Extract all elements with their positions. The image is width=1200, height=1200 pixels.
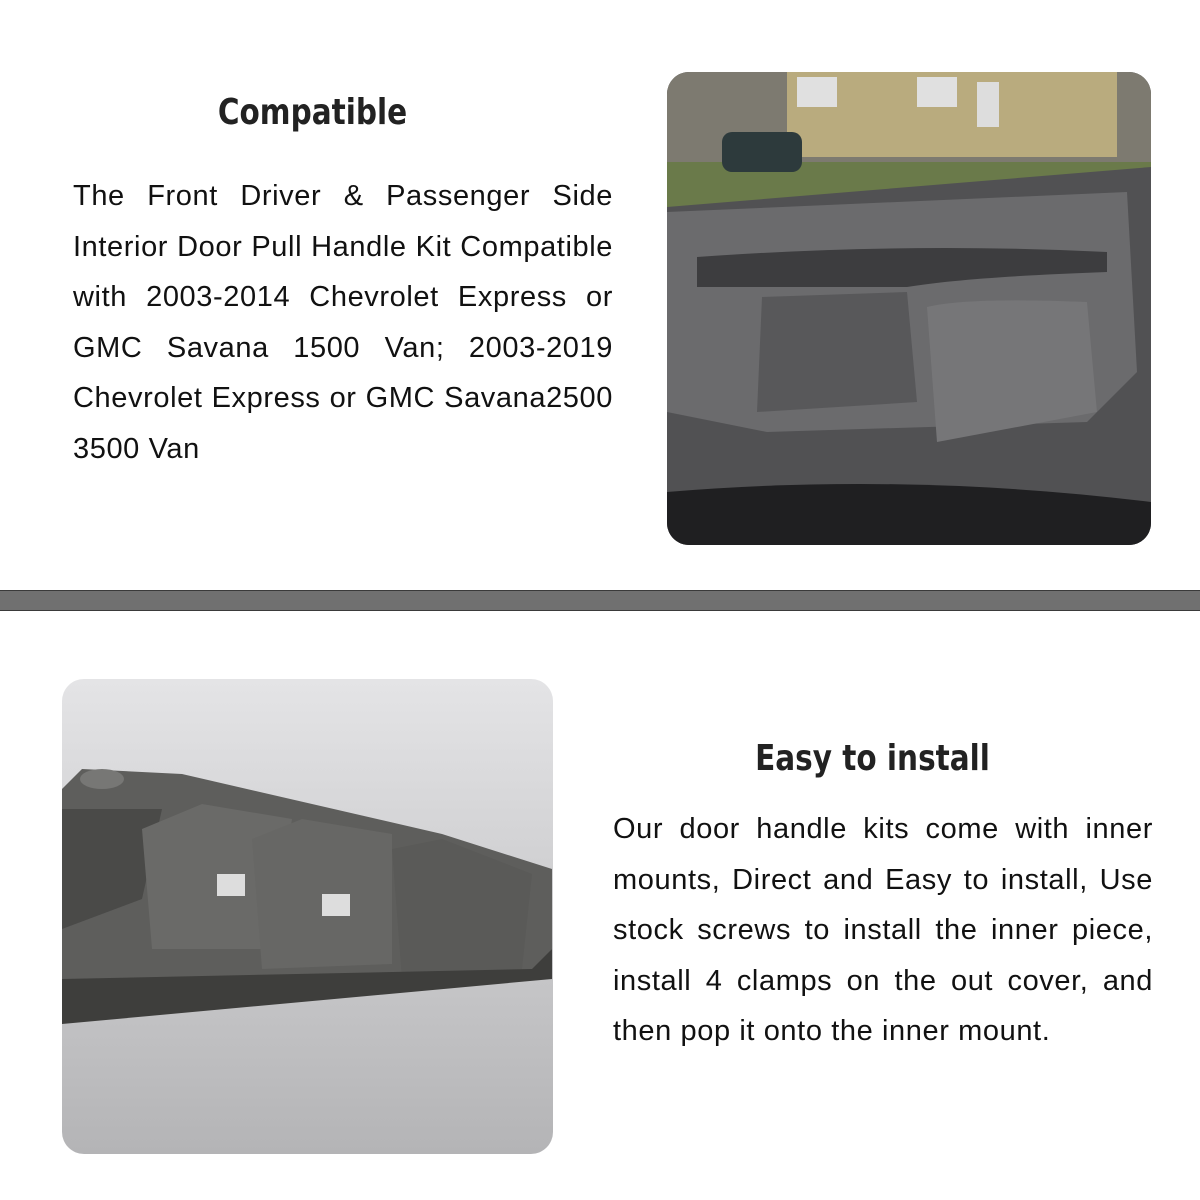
door-handle-inner-mount-photo <box>62 679 553 1154</box>
installed-door-handle-photo <box>667 72 1151 545</box>
easy-to-install-description: Our door handle kits come with inner mounts, Direct and Easy to install, Use stock screws to install the inner piece, install 4 clamps on the out cover, and then pop it onto the inner mount. <box>613 813 1153 1047</box>
section-divider <box>0 590 1200 611</box>
easy-to-install-title: Easy to install <box>755 738 990 779</box>
compatible-title: Compatible <box>217 92 408 133</box>
compatible-description: The Front Driver & Passenger Side Interior Door Pull Handle Kit Compatible with 2003-2014 Chevrolet Express or GMC Savana 1500 Van; 2003-2019 Chevrolet Express or GMC Savana2500 3500 Van <box>73 180 613 465</box>
